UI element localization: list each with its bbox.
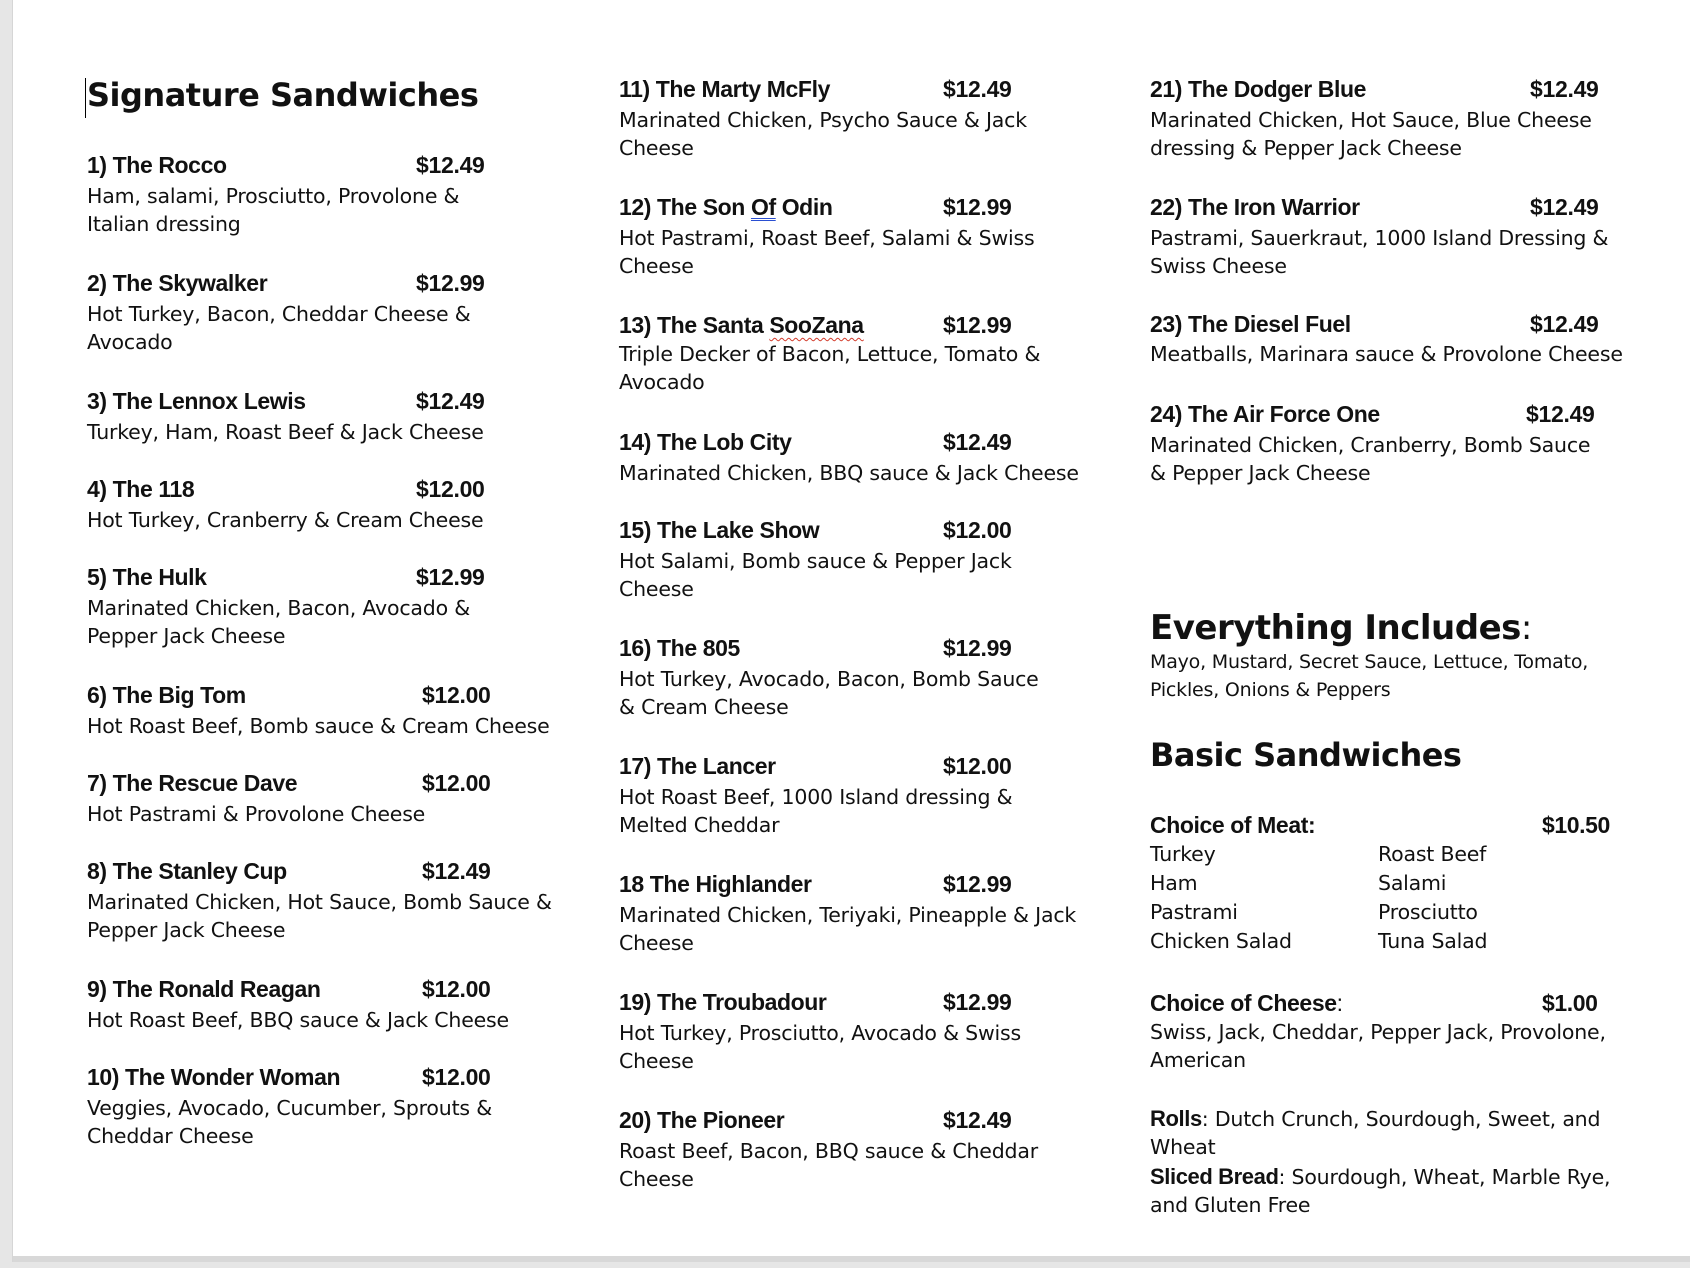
item-name: 9) The Ronald Reagan xyxy=(87,976,321,1002)
grammar-flagged-word: Of xyxy=(750,194,776,220)
meat-options-grid xyxy=(1150,842,1630,958)
page-bottom-edge xyxy=(13,1256,1690,1262)
item-name: 6) The Big Tom xyxy=(87,682,246,708)
item-price: $12.49 xyxy=(416,388,485,414)
item-name: 17) The Lancer xyxy=(619,753,776,779)
item-name: 15) The Lake Show xyxy=(619,517,820,543)
item-description: Hot Pastrami & Provolone Cheese xyxy=(87,802,426,826)
item-description: Hot Turkey, Prosciutto, Avocado & Swiss Cheese xyxy=(619,1021,1022,1073)
item-description: Marinated Chicken, Bacon, Avocado & Pepper Jack Cheese xyxy=(87,596,471,648)
basic-sandwiches-heading: Basic Sandwiches xyxy=(1150,736,1462,774)
item-price: $12.99 xyxy=(943,989,1012,1015)
item-price: $12.49 xyxy=(422,858,491,884)
item-name: 24) The Air Force One xyxy=(1150,401,1380,427)
item-description: Pastrami, Sauerkraut, 1000 Island Dressing & Swiss Cheese xyxy=(1150,226,1609,278)
item-name: 19) The Troubadour xyxy=(619,989,827,1015)
item-description: Marinated Chicken, Teriyaki, Pineapple & Jack Cheese xyxy=(619,903,1077,955)
item-price: $12.99 xyxy=(943,635,1012,661)
sliced-bread-options: : Sourdough, Wheat, Marble Rye, and Gluten Free xyxy=(1150,1165,1611,1217)
choice-of-meat-label: Choice of Meat: xyxy=(1150,812,1316,838)
item-name: 4) The 118 xyxy=(87,476,195,502)
item-price: $12.49 xyxy=(943,1107,1012,1133)
item-price: $12.49 xyxy=(1526,401,1595,427)
choice-of-cheese-label xyxy=(1150,990,1343,1017)
item-name xyxy=(619,194,832,221)
meat-option: Salami xyxy=(1378,871,1447,895)
includes-list: Mayo, Mustard, Secret Sauce, Lettuce, Tomato, Pickles, Onions & Peppers xyxy=(1150,651,1589,701)
includes-colon: : xyxy=(1520,608,1532,648)
item-price: $12.49 xyxy=(943,76,1012,102)
item-description: Veggies, Avocado, Cucumber, Sprouts & Cheddar Cheese xyxy=(87,1096,492,1148)
item-price: $12.00 xyxy=(943,753,1012,779)
cheese-label-text: Choice of Cheese xyxy=(1150,990,1337,1016)
item-price: $12.99 xyxy=(416,564,485,590)
item-price: $12.00 xyxy=(422,682,491,708)
item-price: $12.49 xyxy=(1530,194,1599,220)
item-description: Hot Roast Beef, BBQ sauce & Jack Cheese xyxy=(87,1008,509,1032)
item-description: Hot Roast Beef, 1000 Island dressing & Melted Cheddar xyxy=(619,785,1013,837)
item-price: $12.00 xyxy=(416,476,485,502)
rolls-options: : Dutch Crunch, Sourdough, Sweet, and Wheat xyxy=(1150,1107,1601,1159)
item-name: 1) The Rocco xyxy=(87,152,227,178)
item-name-part: 12) The Son xyxy=(619,194,751,220)
item-price: $12.99 xyxy=(943,194,1012,220)
item-name: 5) The Hulk xyxy=(87,564,207,590)
meat-option: Pastrami xyxy=(1150,900,1238,924)
meat-option: Ham xyxy=(1150,871,1198,895)
item-price: $12.99 xyxy=(943,312,1012,338)
item-description: Marinated Chicken, Hot Sauce, Blue Cheese dressing & Pepper Jack Cheese xyxy=(1150,108,1592,160)
item-price: $12.49 xyxy=(1530,76,1599,102)
signature-title-text: Signature Sandwiches xyxy=(87,76,479,114)
item-name-part: 13) The Santa xyxy=(619,312,770,338)
item-name: 8) The Stanley Cup xyxy=(87,858,287,884)
item-price: $12.00 xyxy=(943,517,1012,543)
item-description: Marinated Chicken, BBQ sauce & Jack Cheese xyxy=(619,461,1079,485)
item-description: Turkey, Ham, Roast Beef & Jack Cheese xyxy=(87,420,484,444)
document-page xyxy=(12,0,1690,1262)
item-name: 16) The 805 xyxy=(619,635,740,661)
item-name: 3) The Lennox Lewis xyxy=(87,388,306,414)
meat-option: Prosciutto xyxy=(1378,900,1478,924)
rolls-line xyxy=(1150,1105,1620,1161)
choice-of-meat-price: $10.50 xyxy=(1542,812,1610,838)
item-description: Meatballs, Marinara sauce & Provolone Cheese xyxy=(1150,342,1623,366)
cheese-label-colon: : xyxy=(1336,990,1343,1016)
sliced-bread-label: Sliced Bread xyxy=(1150,1164,1279,1189)
item-description: Hot Turkey, Bacon, Cheddar Cheese & Avocado xyxy=(87,302,471,354)
item-description: Triple Decker of Bacon, Lettuce, Tomato & Avocado xyxy=(619,342,1041,394)
item-price: $12.49 xyxy=(943,429,1012,455)
item-description: Ham, salami, Prosciutto, Provolone & Italian dressing xyxy=(87,184,460,236)
meat-option: Turkey xyxy=(1150,842,1216,866)
item-name xyxy=(619,312,864,339)
meat-option: Tuna Salad xyxy=(1378,929,1488,953)
item-description: Hot Roast Beef, Bomb sauce & Cream Cheese xyxy=(87,714,550,738)
item-price: $12.00 xyxy=(422,1064,491,1090)
item-price: $12.49 xyxy=(416,152,485,178)
item-name: 2) The Skywalker xyxy=(87,270,268,296)
meat-option: Roast Beef xyxy=(1378,842,1487,866)
item-name: 10) The Wonder Woman xyxy=(87,1064,341,1090)
item-name: 14) The Lob City xyxy=(619,429,792,455)
item-description: Hot Turkey, Cranberry & Cream Cheese xyxy=(87,508,484,532)
item-description: Marinated Chicken, Psycho Sauce & Jack Cheese xyxy=(619,108,1027,160)
item-price: $12.49 xyxy=(1530,311,1599,337)
item-description: Hot Pastrami, Roast Beef, Salami & Swiss Cheese xyxy=(619,226,1035,278)
item-price: $12.00 xyxy=(422,770,491,796)
includes-title-text: Everything Includes xyxy=(1150,608,1521,648)
item-description: Hot Turkey, Avocado, Bacon, Bomb Sauce & Cream Cheese xyxy=(619,667,1039,719)
item-price: $12.00 xyxy=(422,976,491,1002)
text-cursor xyxy=(85,78,86,118)
rolls-label: Rolls xyxy=(1150,1106,1202,1131)
item-name: 22) The Iron Warrior xyxy=(1150,194,1360,220)
item-description: Roast Beef, Bacon, BBQ sauce & Cheddar Cheese xyxy=(619,1139,1038,1191)
item-name: 11) The Marty McFly xyxy=(619,76,830,102)
cheese-options: Swiss, Jack, Cheddar, Pepper Jack, Provolone, American xyxy=(1150,1020,1606,1072)
item-name: 23) The Diesel Fuel xyxy=(1150,311,1351,337)
spelling-flagged-word: SooZana xyxy=(769,312,864,338)
everything-includes-heading xyxy=(1150,608,1532,648)
item-name: 18 The Highlander xyxy=(619,871,812,897)
item-name: 20) The Pioneer xyxy=(619,1107,785,1133)
meat-option: Chicken Salad xyxy=(1150,929,1292,953)
item-description: Hot Salami, Bomb sauce & Pepper Jack Cheese xyxy=(619,549,1012,601)
choice-of-cheese-price: $1.00 xyxy=(1542,990,1598,1016)
signature-sandwiches-heading xyxy=(87,76,478,114)
item-description: Marinated Chicken, Cranberry, Bomb Sauce & Pepper Jack Cheese xyxy=(1150,433,1591,485)
item-price: $12.99 xyxy=(416,270,485,296)
item-description: Marinated Chicken, Hot Sauce, Bomb Sauce & Pepper Jack Cheese xyxy=(87,890,552,942)
item-name-part: Odin xyxy=(775,194,833,220)
item-price: $12.99 xyxy=(943,871,1012,897)
item-name: 21) The Dodger Blue xyxy=(1150,76,1367,102)
sliced-bread-line xyxy=(1150,1163,1630,1219)
item-name: 7) The Rescue Dave xyxy=(87,770,298,796)
